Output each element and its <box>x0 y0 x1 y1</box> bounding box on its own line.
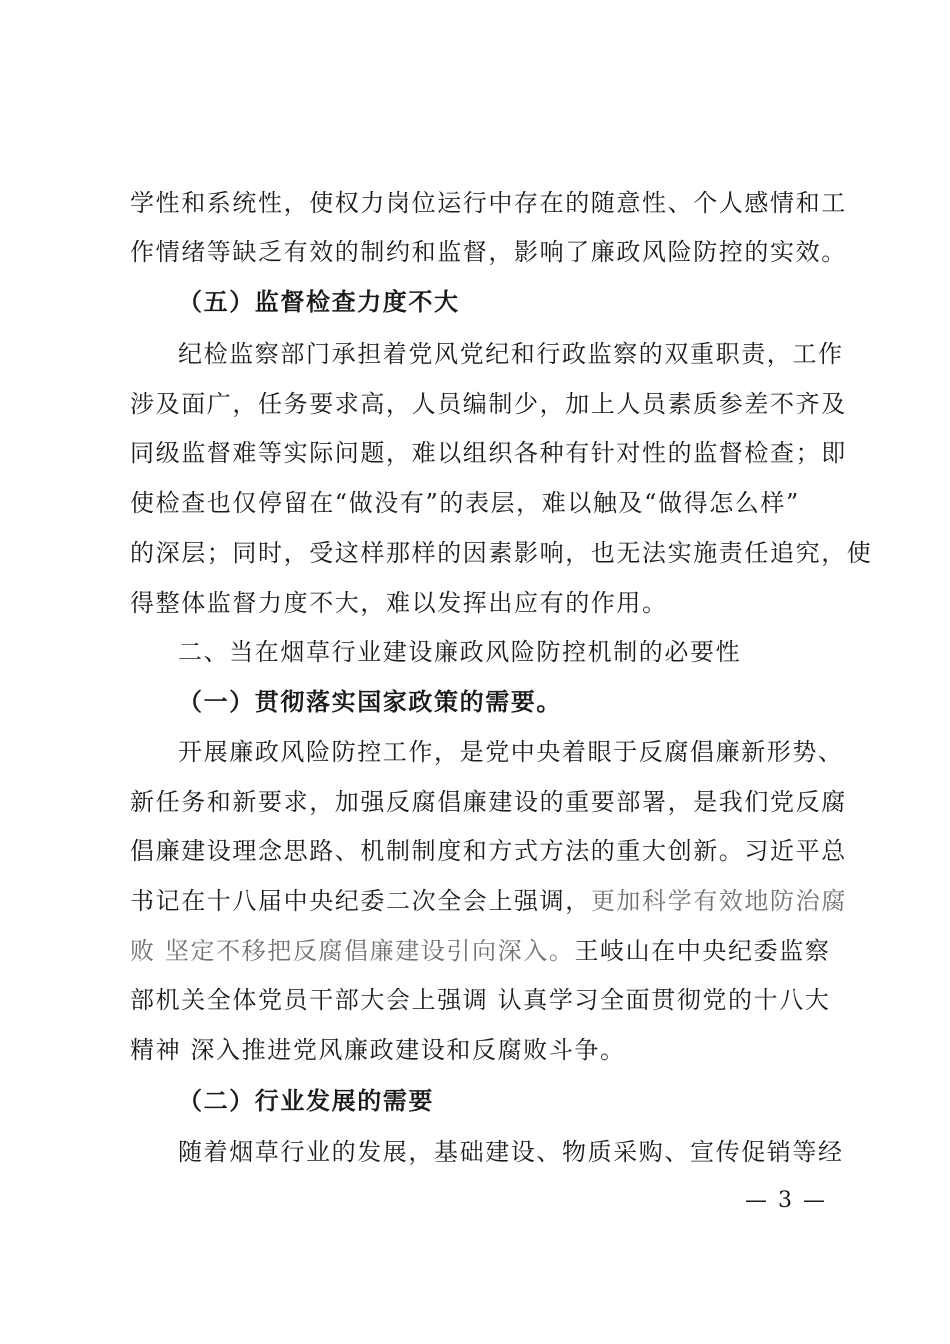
quoted-text: 更加科学有效地防治腐 <box>590 887 847 915</box>
paragraph-line: 使检查也仅停留在“做没有”的表层，难以触及“做得怎么样” <box>130 489 800 517</box>
paragraph-line: 涉及面广，任务要求高，人员编制少，加上人员素质参差不齐及 <box>130 390 847 418</box>
paragraph-line <box>130 934 830 968</box>
paragraph-line <box>130 884 847 918</box>
paragraph-line: 随着烟草行业的发展，基础建设、物质采购、宣传促销等经 <box>178 1138 844 1166</box>
line-text: 王岐山在中央纪委监察 <box>574 937 831 965</box>
paragraph-line: 得整体监督力度不大，难以发挥出应有的作用。 <box>130 589 668 617</box>
paragraph-line: 开展廉政风险防控工作，是党中央着眼于反腐倡廉新形势、 <box>178 738 844 766</box>
paragraph-line: 部机关全体党员干部大会上强调 认真学习全面贯彻党的十八大 <box>130 986 831 1014</box>
paragraph-line: 倡廉建设理念思路、机制制度和方式方法的重大创新。习近平总 <box>130 837 847 865</box>
paragraph-line: 的深层；同时，受这样那样的因素影响，也无法实施责任追究，使 <box>130 539 873 567</box>
section-heading: （一）贯彻落实国家政策的需要。 <box>178 687 562 716</box>
section-heading: （二）行业发展的需要 <box>178 1086 434 1115</box>
paragraph-line: 同级监督难等实际问题，难以组织各种有针对性的监督检查；即 <box>130 439 847 467</box>
line-text: 书记在十八届中央纪委二次全会上强调， <box>130 887 591 915</box>
section-heading: （五）监督检查力度不大 <box>178 287 460 316</box>
chapter-heading: 二、当在烟草行业建设廉政风险防控机制的必要性 <box>178 638 742 666</box>
paragraph-line: 新任务和新要求，加强反腐倡廉建设的重要部署，是我们党反腐 <box>130 788 847 816</box>
quoted-text: 败 坚定不移把反腐倡廉建设引向深入。 <box>130 937 575 965</box>
paragraph-line: 纪检监察部门承担着党风党纪和行政监察的双重职责，工作 <box>178 340 844 368</box>
paragraph-line: 学性和系统性，使权力岗位运行中存在的随意性、个人感情和工 <box>130 189 847 217</box>
paragraph-line: 作情绪等缺乏有效的制约和监督，影响了廉政风险防控的实效。 <box>130 238 847 266</box>
page-number: — 3 — <box>745 1188 827 1213</box>
paragraph-line: 精神 深入推进党风廉政建设和反腐败斗争。 <box>130 1036 626 1064</box>
